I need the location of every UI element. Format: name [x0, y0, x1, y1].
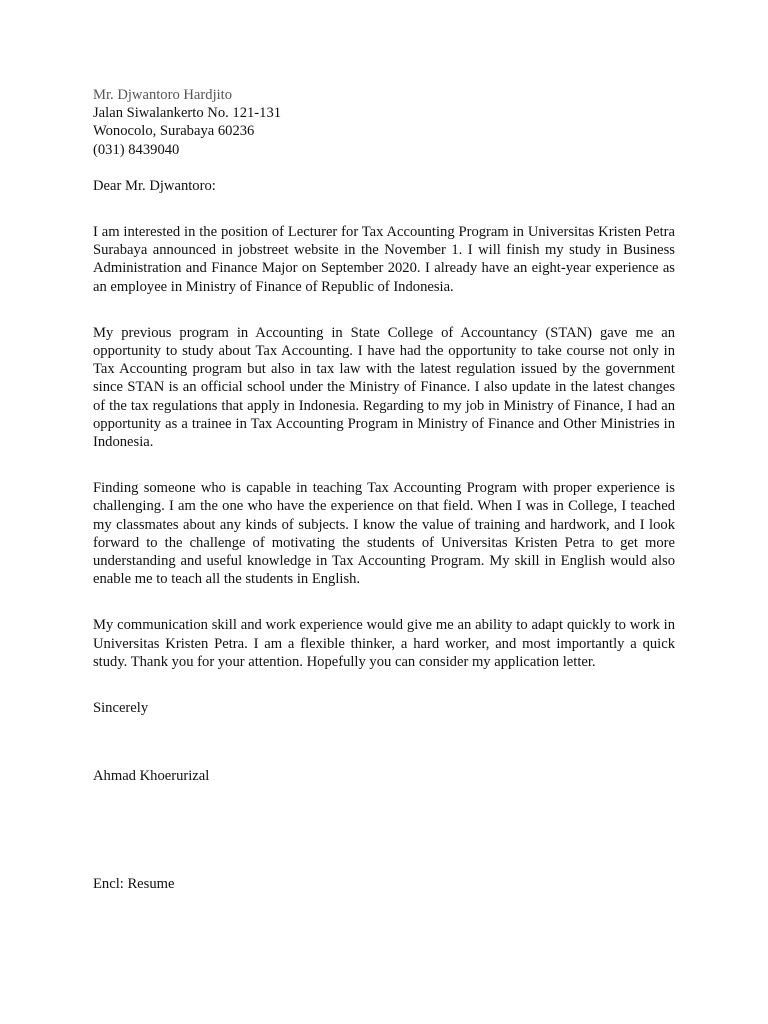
body-paragraph-2: My previous program in Accounting in State College of Accountancy (STAN) gave me an opportunity to study about Tax Accounting. I have had the opportunity to take course not only in Tax Accounting program but also in tax law with the latest regulation issued by the government since STAN is an official school under the Ministry of Finance. I also update in the latest changes of the tax regulations that apply in Indonesia. Regarding to my job in Ministry of Finance, I had an opportunity as a trainee in Tax Accounting Program in Ministry of Finance and Other Ministries in Indonesia. [93, 324, 675, 451]
body-paragraph-4: My communication skill and work experience would give me an ability to adapt quickly to work in Universitas Kristen Petra. I am a flexible thinker, a hard worker, and most importantly a quick study. Thank you for your attention. Hopefully you can consider my application letter. [93, 617, 675, 670]
body-paragraph-3: Finding someone who is capable in teaching Tax Accounting Program with proper experience is challenging. I am the one who have the experience on that field. When I was in College, I teached my classmates about any kinds of subjects. I know the value of training and hardwork, and I look forward to the challenge of motivating the students of Universitas Kristen Petra to get more understanding and useful knowledge in Tax Accounting Program. My skill in English would also enable me to teach all the students in English. [93, 480, 675, 588]
salutation: Dear Mr. Djwantoro: [93, 177, 216, 194]
recipient-address-block [93, 86, 675, 159]
recipient-street: Jalan Siwalankerto No. 121-131 [93, 105, 282, 122]
recipient-name: Mr. Djwantoro Hardjito [93, 87, 233, 103]
recipient-phone: (031) 8439040 [93, 141, 180, 158]
enclosure-note: Encl: Resume [93, 876, 175, 893]
letter-page [93, 86, 675, 894]
recipient-city: Wonocolo, Surabaya 60236 [93, 123, 255, 140]
body-paragraph-1: I am interested in the position of Lecturer for Tax Accounting Program in Universitas Kristen Petra Surabaya announced in jobstreet website in the November 1. I will finish my study in Business Administration and Finance Major on September 2020. I already have an eight-year experience as an employee in Ministry of Finance of Republic of Indonesia. [93, 224, 675, 295]
closing: Sincerely [93, 700, 149, 717]
signer-name: Ahmad Khoerurizal [93, 768, 210, 785]
